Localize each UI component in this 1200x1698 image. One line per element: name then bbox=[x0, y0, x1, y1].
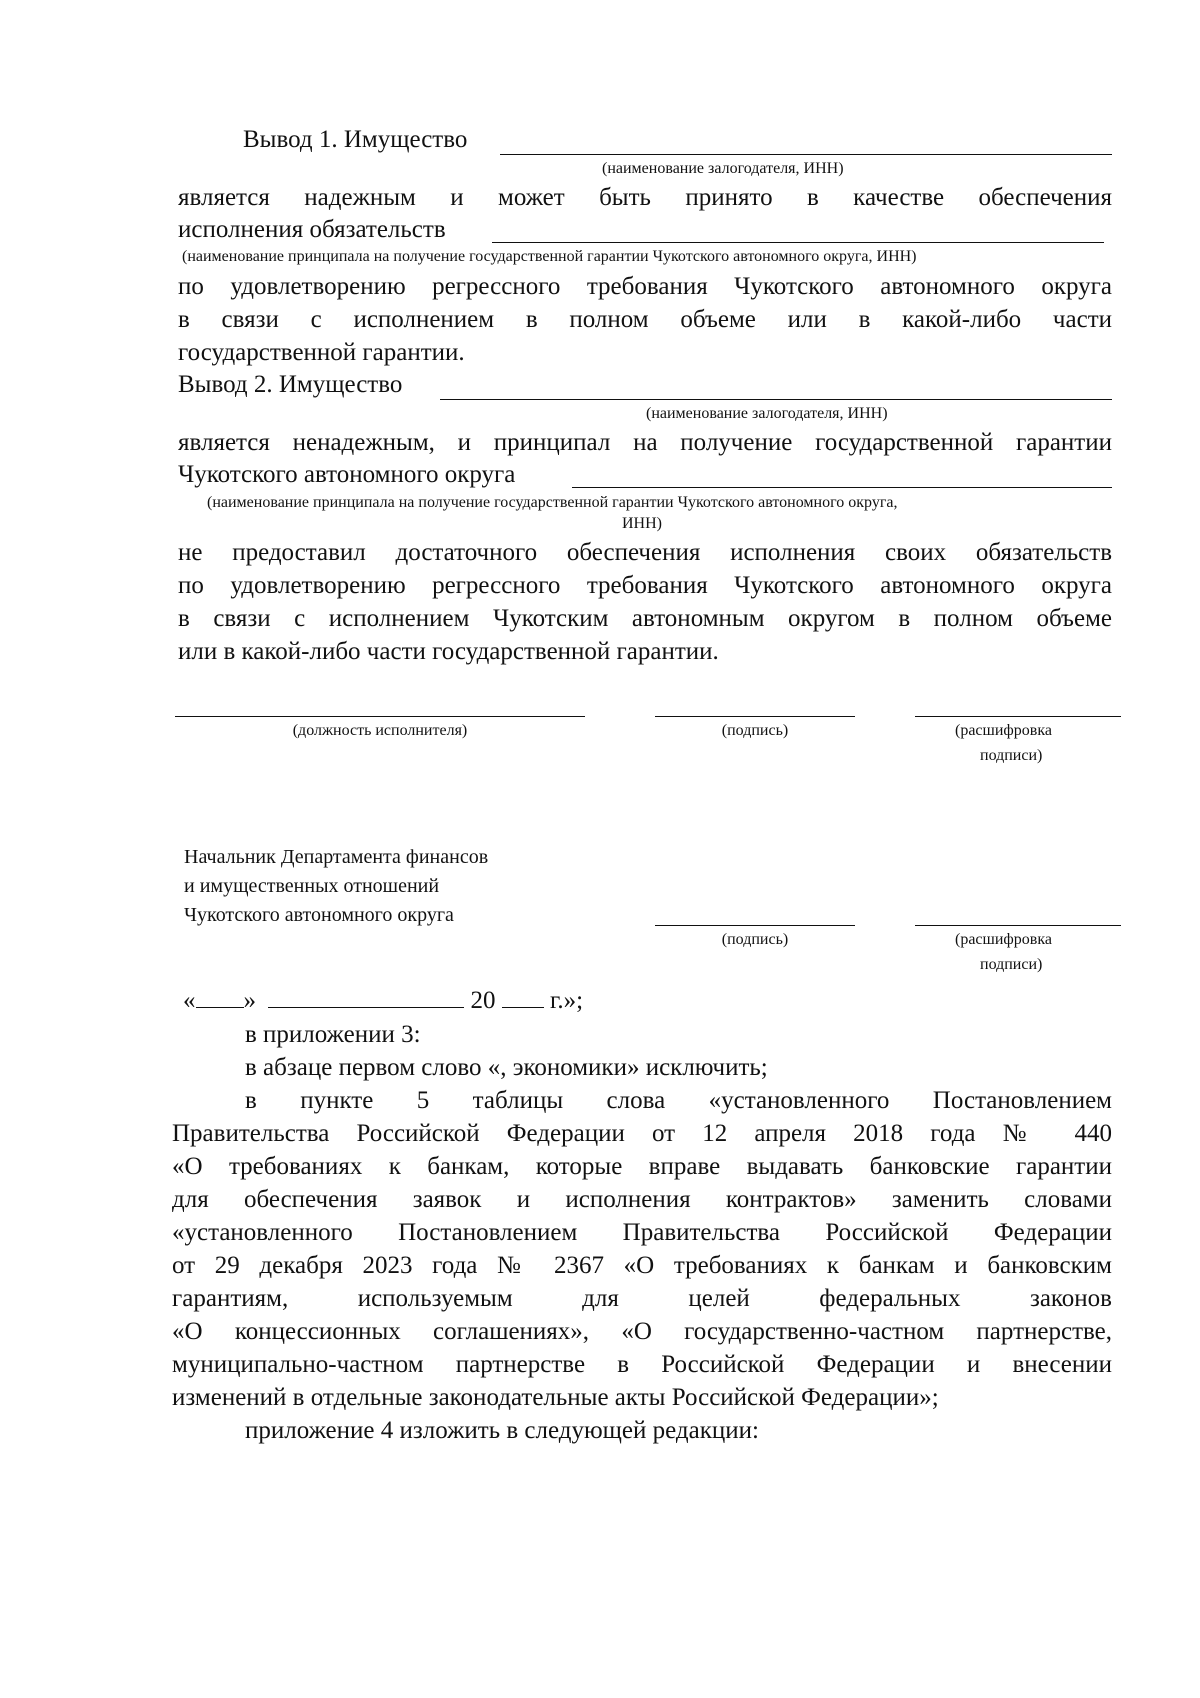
block1-line-5: в связи с исполнением в полном объеме или в какой-либо части bbox=[178, 306, 1112, 333]
block2-line-6: в связи с исполнением Чукотским автономным округом в полном объеме bbox=[178, 605, 1112, 632]
amend-p3-last: изменений в отдельные законодательные акты Российской Федерации»; bbox=[172, 1384, 939, 1411]
signature-blank-1[interactable] bbox=[655, 716, 855, 717]
amend-p2: в абзаце первом слово «, экономики» исключить; bbox=[245, 1054, 768, 1081]
amend-p3-line: гарантиям, используемым для целей федеральных законов bbox=[172, 1285, 1112, 1312]
pledger-blank-2[interactable] bbox=[440, 399, 1112, 400]
amend-p4: приложение 4 изложить в следующей редакции: bbox=[245, 1417, 759, 1444]
block2-line-2: является ненадежным, и принципал на получение государственной гарантии bbox=[178, 429, 1112, 456]
date-open-quote: « bbox=[183, 987, 196, 1014]
decode-blank-2[interactable] bbox=[915, 925, 1121, 926]
amend-p3-line: муниципально-частном партнерстве в Российской Федерации и внесении bbox=[172, 1351, 1112, 1378]
amend-p3-line: Правительства Российской Федерации от 12 апреля 2018 года № 440 bbox=[172, 1120, 1112, 1147]
principal-blank-2[interactable] bbox=[572, 487, 1112, 488]
hint-pledger-2: (наименование залогодателя, ИНН) bbox=[646, 405, 888, 422]
block2-line-5: по удовлетворению регрессного требования Чукотского автономного округа bbox=[178, 572, 1112, 599]
year-prefix: 20 bbox=[470, 987, 496, 1014]
decode-hint-2a: (расшифровка bbox=[955, 931, 1052, 948]
amend-p3-line: в пункте 5 таблицы слова «установленного Постановлением bbox=[245, 1087, 1112, 1114]
head-title-1: Начальник Департамента финансов bbox=[184, 846, 489, 868]
decode-blank-1[interactable] bbox=[915, 716, 1121, 717]
date-line bbox=[183, 985, 583, 1016]
block1-line-6: государственной гарантии. bbox=[178, 339, 465, 366]
conclusion-1-label: Вывод 1. Имущество bbox=[243, 126, 468, 153]
signature-hint-2: (подпись) bbox=[721, 931, 789, 948]
amend-p1: в приложении 3: bbox=[245, 1021, 421, 1048]
hint-principal-2b: ИНН) bbox=[622, 515, 662, 532]
month-blank[interactable] bbox=[268, 985, 464, 1008]
signature-blank-2[interactable] bbox=[655, 925, 855, 926]
block1-line-4: по удовлетворению регрессного требования Чукотского автономного округа bbox=[178, 273, 1112, 300]
year-blank[interactable] bbox=[502, 985, 544, 1008]
position-blank[interactable] bbox=[175, 716, 585, 717]
block1-line-3-prefix: исполнения обязательств bbox=[178, 216, 446, 243]
year-suffix: г.»; bbox=[550, 987, 584, 1014]
date-close-quote: » bbox=[243, 987, 256, 1014]
hint-principal-2a: (наименование принципала на получение государственной гарантии Чукотского автономного округа, bbox=[207, 494, 898, 511]
hint-pledger-1: (наименование залогодателя, ИНН) bbox=[602, 160, 844, 177]
conclusion-2-label: Вывод 2. Имущество bbox=[178, 371, 403, 398]
block2-line-3-prefix: Чукотского автономного округа bbox=[178, 461, 516, 488]
block2-line-4: не предоставил достаточного обеспечения исполнения своих обязательств bbox=[178, 539, 1112, 566]
principal-blank-1[interactable] bbox=[492, 242, 1104, 243]
hint-principal-1: (наименование принципала на получение государственной гарантии Чукотского автономного округа, ИНН) bbox=[182, 248, 917, 265]
head-title-2: и имущественных отношений bbox=[184, 875, 440, 897]
day-blank[interactable] bbox=[196, 985, 244, 1008]
block1-line-2: является надежным и может быть принято в качестве обеспечения bbox=[178, 184, 1112, 211]
position-hint: (должность исполнителя) bbox=[292, 722, 468, 739]
amend-p3-line: для обеспечения заявок и исполнения контрактов» заменить словами bbox=[172, 1186, 1112, 1213]
head-title-3: Чукотского автономного округа bbox=[184, 904, 454, 926]
amend-p3-line: «установленного Постановлением Правительства Российской Федерации bbox=[172, 1219, 1112, 1246]
decode-hint-1a: (расшифровка bbox=[955, 722, 1052, 739]
amend-p3-line: «О концессионных соглашениях», «О государственно-частном партнерстве, bbox=[172, 1318, 1112, 1345]
signature-hint-1: (подпись) bbox=[721, 722, 789, 739]
decode-hint-2b: подписи) bbox=[980, 956, 1043, 973]
amend-p3-line: от 29 декабря 2023 года № 2367 «О требованиях к банкам и банковским bbox=[172, 1252, 1112, 1279]
block2-line-7: или в какой-либо части государственной гарантии. bbox=[178, 638, 719, 665]
pledger-blank-1[interactable] bbox=[500, 154, 1112, 155]
decode-hint-1b: подписи) bbox=[980, 747, 1043, 764]
amend-p3-line: «О требованиях к банкам, которые вправе выдавать банковские гарантии bbox=[172, 1153, 1112, 1180]
